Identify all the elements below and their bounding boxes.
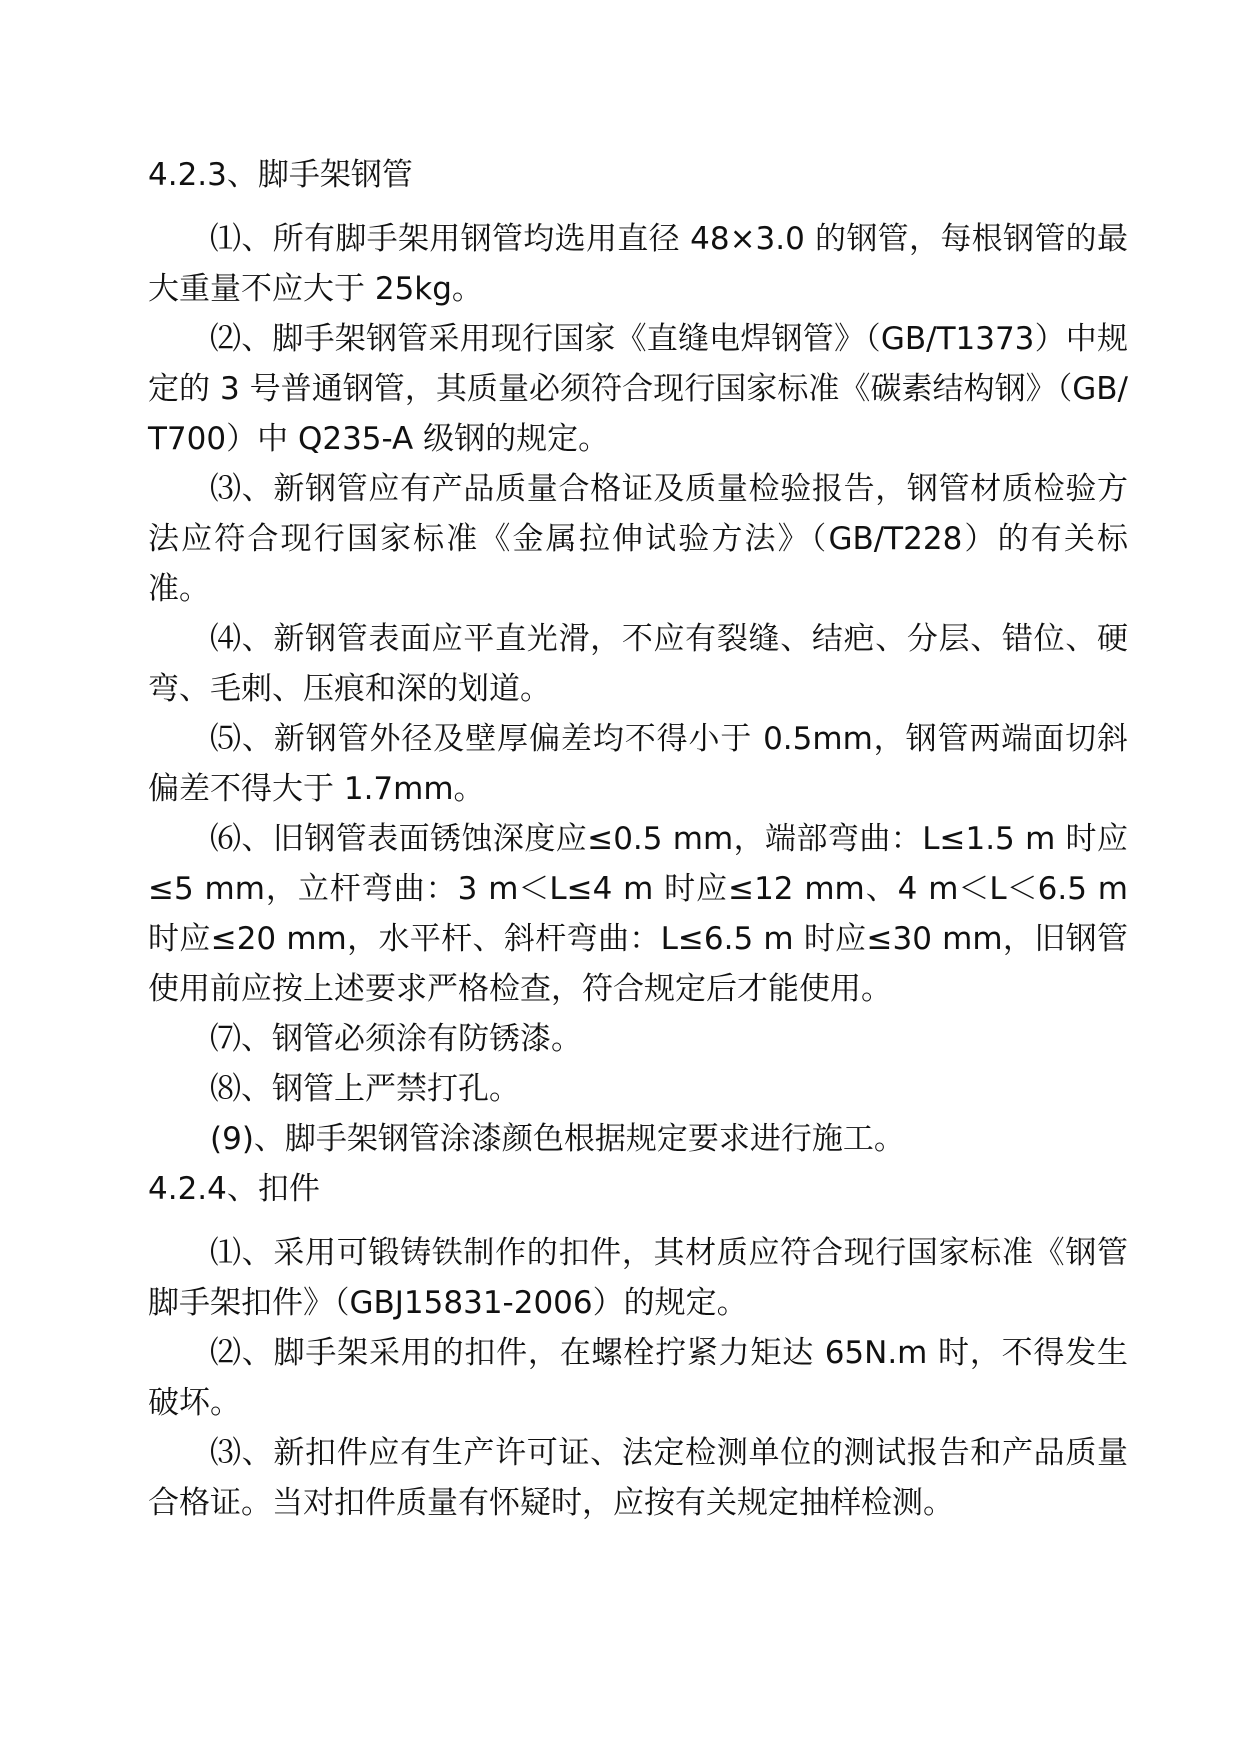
paragraph-item-9: (9)、脚手架钢管涂漆颜色根据规定要求进行施工。 (210, 1121, 905, 1157)
paragraph-item-3: ⑶、新钢管应有产品质量合格证及质量检验报告，钢管材质检验方法应符合现行国家标准《金属拉伸试验方法》（GB/T228）的有关标准。 (148, 471, 1128, 607)
paragraph-fastener-3: ⑶、新扣件应有生产许可证、法定检测单位的测试报告和产品质量合格证。当对扣件质量有怀疑时，应按有关规定抽样检测。 (148, 1435, 1128, 1521)
section-heading-4-2-3: 4.2.3、脚手架钢管 (148, 157, 413, 193)
paragraph-item-7: ⑺、钢管必须涂有防锈漆。 (210, 1021, 582, 1057)
paragraph-item-2: ⑵、脚手架钢管采用现行国家《直缝电焊钢管》（GB/T1373）中规定的 3 号普通钢管，其质量必须符合现行国家标准《碳素结构钢》（GB/T700）中 Q235-A 级钢的规定。 (148, 321, 1128, 457)
paragraph-item-4: ⑷、新钢管表面应平直光滑，不应有裂缝、结疤、分层、错位、硬弯、毛刺、压痕和深的划道。 (148, 621, 1128, 707)
paragraph-item-5: ⑸、新钢管外径及壁厚偏差均不得小于 0.5mm，钢管两端面切斜偏差不得大于 1.7mm。 (148, 721, 1128, 807)
paragraph-item-6: ⑹、旧钢管表面锈蚀深度应≤0.5 mm，端部弯曲：L≤1.5 m 时应≤5 mm，立杆弯曲：3 m＜L≤4 m 时应≤12 mm、4 m＜L＜6.5 m 时应≤20 mm，水平杆、斜杆弯曲：L≤6.5 m 时应≤30 mm，旧钢管使用前应按上述要求严格检查，符合规定后才能使用。 (148, 821, 1128, 1007)
paragraph-fastener-2: ⑵、脚手架采用的扣件，在螺栓拧紧力矩达 65N.m 时，不得发生破坏。 (148, 1335, 1128, 1421)
document-page (148, 150, 1128, 1528)
paragraph-item-8: ⑻、钢管上严禁打孔。 (210, 1071, 520, 1107)
paragraph-item-1: ⑴、所有脚手架用钢管均选用直径 48×3.0 的钢管，每根钢管的最大重量不应大于 25kg。 (148, 221, 1128, 307)
section-heading-4-2-4: 4.2.4、扣件 (148, 1171, 320, 1207)
paragraph-fastener-1: ⑴、采用可锻铸铁制作的扣件，其材质应符合现行国家标准《钢管脚手架扣件》（GBJ15831-2006）的规定。 (148, 1235, 1128, 1321)
